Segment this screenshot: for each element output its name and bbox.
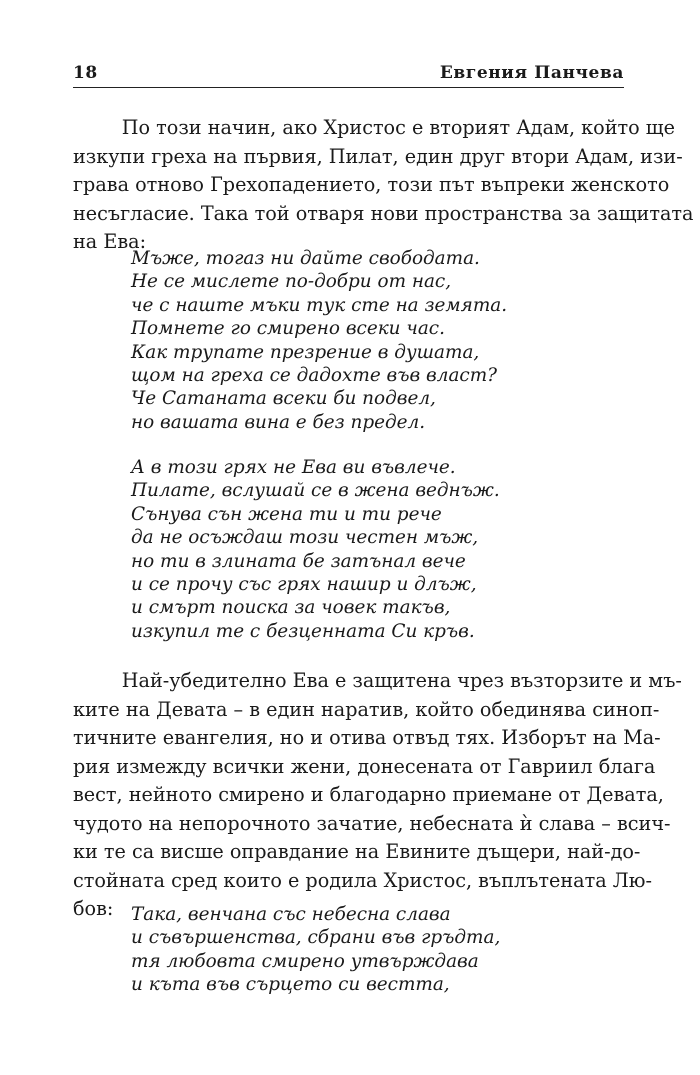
verse-line: и смърт поиска за човек такъв, <box>131 597 451 619</box>
verse-line: щом на греха се дадохте във власт? <box>131 365 498 387</box>
paragraph-2 <box>73 667 682 924</box>
text-line: бов: <box>73 897 114 920</box>
text-line: стойната сред които е родила Христос, въплътената Лю- <box>73 868 652 892</box>
verse-line: и съвършенства, сбрани във гръдта, <box>131 927 501 949</box>
text-line: вест, нейното смирено и благодарно приемане от Девата, <box>73 783 664 806</box>
text-line: тичните евангелия, но и отива отвъд тях. Изборът на Ма- <box>73 726 661 749</box>
text-line: Най-убедително Ева е защитена чрез възторзите и мъ- <box>73 669 682 692</box>
page-number: 18 <box>73 63 98 83</box>
verse-line: и се прочу със грях нашир и длъж, <box>131 574 477 596</box>
text-line: на Ева: <box>73 230 147 253</box>
text-line: По този начин, ако Христос е вторият Адам, който ще <box>73 116 675 139</box>
verse-line: Помнете го смирено всеки час. <box>131 318 445 340</box>
paragraph-1 <box>73 114 694 257</box>
verse-line: че с наште мъки тук сте на земята. <box>131 294 508 316</box>
verse-line: изкупил те с безценната Си кръв. <box>131 620 475 642</box>
running-head <box>73 60 624 88</box>
verse-line: но ти в злината бе затънал вече <box>131 550 466 572</box>
author-name: Евгения Панчева <box>439 63 624 83</box>
verse-line: Че Сатаната всеки би подвел, <box>131 388 436 410</box>
verse-line: и къта във сърцето си вестта, <box>131 974 450 996</box>
verse-line: да не осъждаш този честен мъж, <box>131 527 479 549</box>
verse-line: но вашата вина е без предел. <box>131 411 426 433</box>
verse-line: А в този грях не Ева ви въвлече. <box>131 457 456 478</box>
text-line: изкупи греха на първия, Пилат, един друг втори Адам, изи- <box>73 144 683 168</box>
verse-stanza-2 <box>131 456 500 643</box>
text-line: чудото на непорочното зачатие, небесната ѝ слава – всич- <box>73 811 671 835</box>
text-line: ки те са висше оправдание на Евините дъщери, най-до- <box>73 840 641 863</box>
verse-line: Мъже, тогаз ни дайте свободата. <box>131 248 480 269</box>
verse-stanza-3 <box>131 903 500 997</box>
text-line: ките на Девата – в един наратив, който обединява синоп- <box>73 697 660 721</box>
verse-line: тя любовта смирено утвърждава <box>131 950 479 972</box>
text-line: рия измежду всички жени, донесената от Гавриил блага <box>73 754 656 778</box>
verse-line: Как трупате презрение в душата, <box>131 341 480 363</box>
verse-line: Не се мислете по-добри от нас, <box>131 271 452 293</box>
verse-line: Пилате, вслушай се в жена веднъж. <box>131 480 500 502</box>
verse-line: Сънува сън жена ти и ти рече <box>131 503 442 525</box>
verse-stanza-1 <box>131 247 507 434</box>
text-line: грава отново Грехопадението, този път въпреки женското <box>73 173 670 196</box>
verse-line: Така, венчана със небесна слава <box>131 904 451 925</box>
text-line: несъгласие. Така той отваря нови пространства за защитата <box>73 201 694 225</box>
